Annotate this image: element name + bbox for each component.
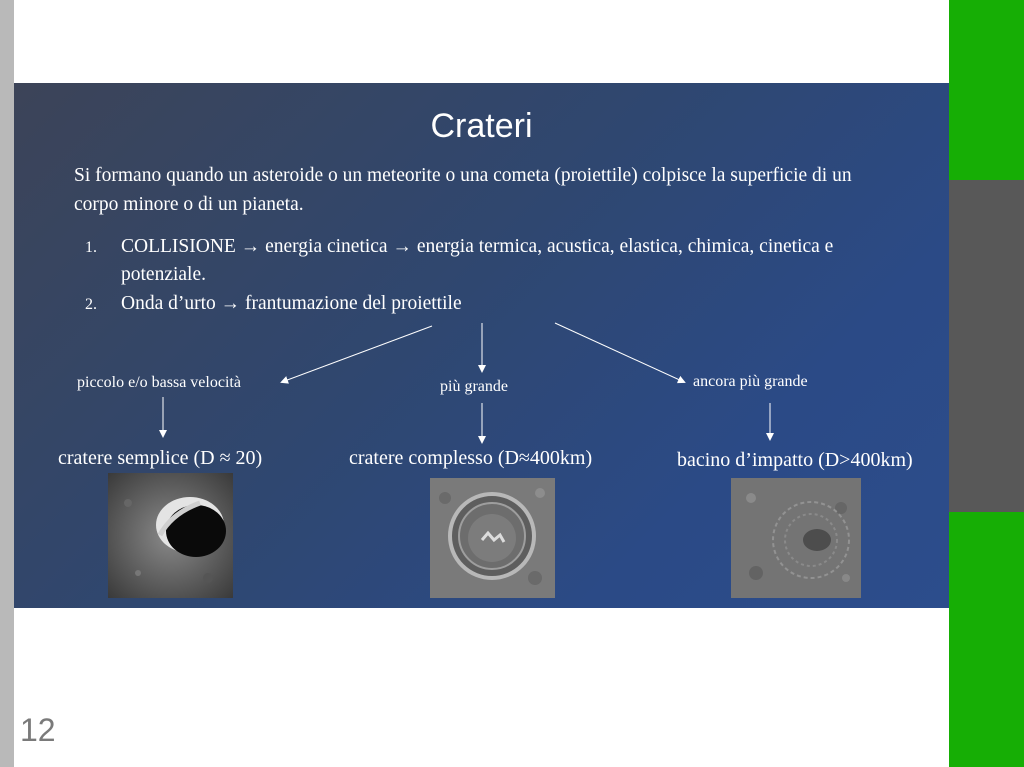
- branch-label-bigger: più grande: [440, 378, 508, 395]
- arrow-to-small: [282, 326, 432, 382]
- impact-basin-photo: [731, 478, 861, 598]
- sidebar-gray-middle: [949, 180, 1024, 512]
- caption-impact-basin: bacino d’impatto (D>400km): [677, 449, 913, 471]
- branch-label-biggest: ancora più grande: [693, 373, 808, 390]
- sidebar-green-top: [949, 0, 1024, 180]
- slide-title: Crateri: [430, 107, 533, 145]
- branch-label-small: piccolo e/o bassa velocità: [77, 374, 241, 391]
- list-item-number: 2.: [85, 296, 97, 313]
- complex-crater-photo: [430, 478, 555, 598]
- intro-text: Si formano quando un asteroide o un meteorite o una cometa (proiettile) colpisce la superficie di un corpo minore o di un pianeta.: [74, 165, 852, 215]
- left-rule: [0, 0, 14, 767]
- caption-complex-crater: cratere complesso (D≈400km): [349, 447, 593, 469]
- list-item-number: 1.: [85, 239, 97, 256]
- page-number: 12: [20, 712, 56, 748]
- slide-image: [14, 83, 949, 608]
- list-item-text: Onda d’urto → frantumazione del proiettile: [121, 293, 462, 314]
- list-item-text: COLLISIONE → energia cinetica → energia termica, acustica, elastica, chimica, cinetica e potenziale.: [121, 236, 834, 285]
- simple-crater-photo: [108, 473, 233, 598]
- arrow-to-biggest: [555, 323, 684, 382]
- caption-simple-crater: cratere semplice (D ≈ 20): [58, 447, 263, 469]
- sidebar-green-bottom: [949, 512, 1024, 767]
